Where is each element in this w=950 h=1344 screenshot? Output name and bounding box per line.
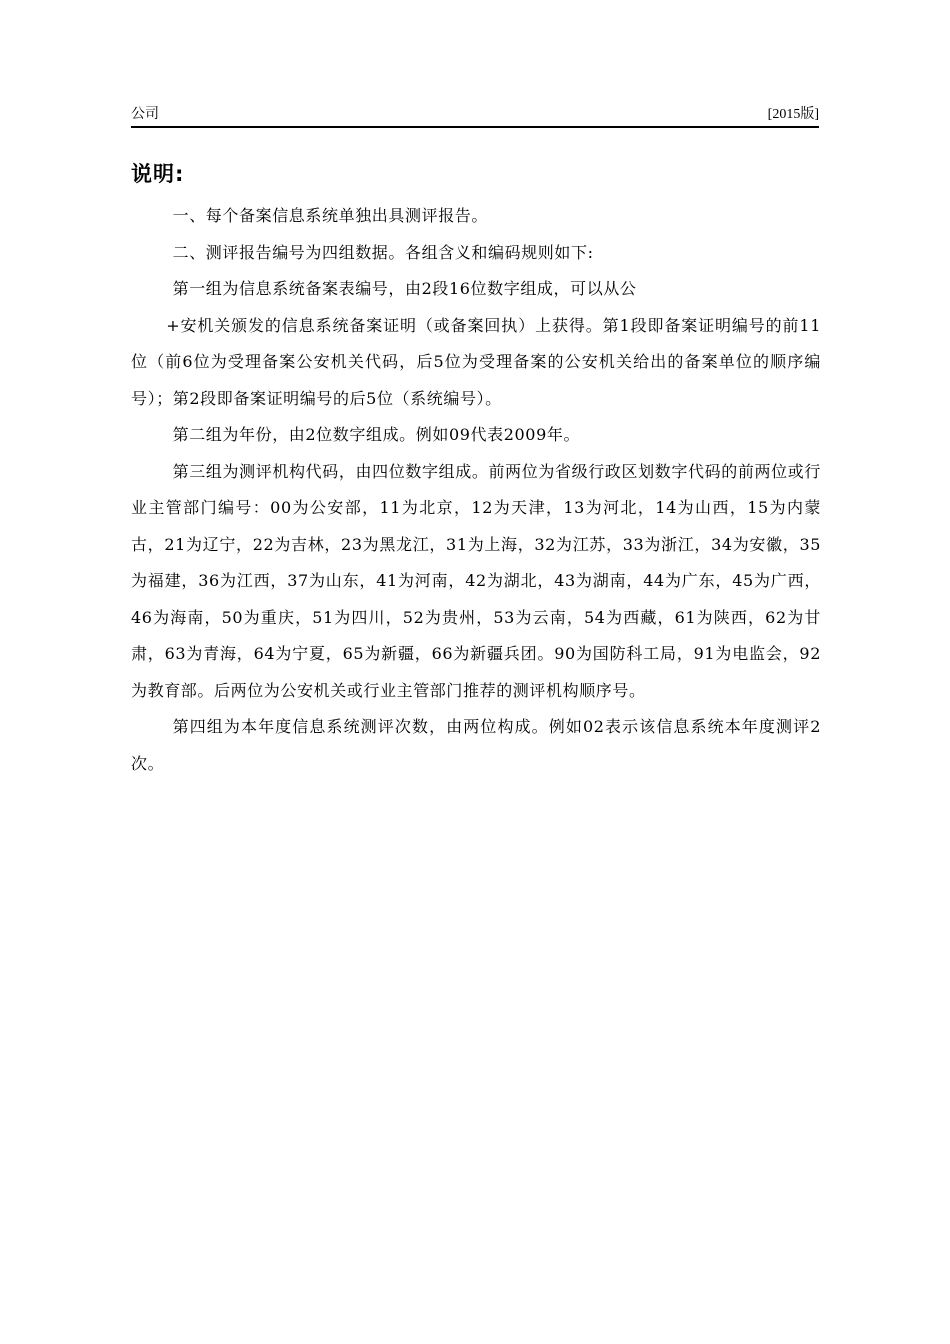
paragraph-1: 一、每个备案信息系统单独出具测评报告。 [172, 206, 488, 225]
section-title: 说明: [131, 162, 185, 186]
header-company: 公司 [131, 106, 159, 122]
paragraph-5: 第二组为年份，由2位数字组成。例如09代表2009年。 [172, 425, 581, 444]
body-text [131, 198, 821, 782]
header-version: [2015版] [767, 107, 819, 122]
paragraph-7: 第四组为本年度信息系统测评次数，由两位构成。例如02表示该信息系统本年度测评2次。 [131, 717, 821, 773]
paragraph-4: +安机关颁发的信息系统备案证明（或备案回执）上获得。第1段即备案证明编号的前11位（前6位为受理备案公安机关代码，后5位为受理备案的公安机关给出的备案单位的顺序编号）；第2段即备案证明编号的后5位（系统编号）。 [131, 315, 821, 408]
page-header [131, 100, 819, 128]
paragraph-6: 第三组为测评机构代码，由四位数字组成。前两位为省级行政区划数字代码的前两位或行业主管部门编号：00为公安部，11为北京，12为天津，13为河北，14为山西，15为内蒙古，21为辽宁，22为吉林，23为黑龙江，31为上海，32为江苏，33为浙江，34为安徽，35为福建，36为江西，37为山东，41为河南，42为湖北，43为湖南，44为广东，45为广西，46为海南，50为重庆，51为四川，52为贵州，53为云南，54为西藏，61为陕西，62为甘肃，63为青海，64为宁夏，65为新疆，66为新疆兵团。90为国防科工局，91为电监会，92为教育部。后两位为公安机关或行业主管部门推荐的测评机构顺序号。 [131, 461, 821, 700]
paragraph-3: 第一组为信息系统备案表编号，由2段16位数字组成，可以从公 [172, 279, 637, 298]
paragraph-2: 二、测评报告编号为四组数据。各组含义和编码规则如下: [172, 242, 594, 262]
